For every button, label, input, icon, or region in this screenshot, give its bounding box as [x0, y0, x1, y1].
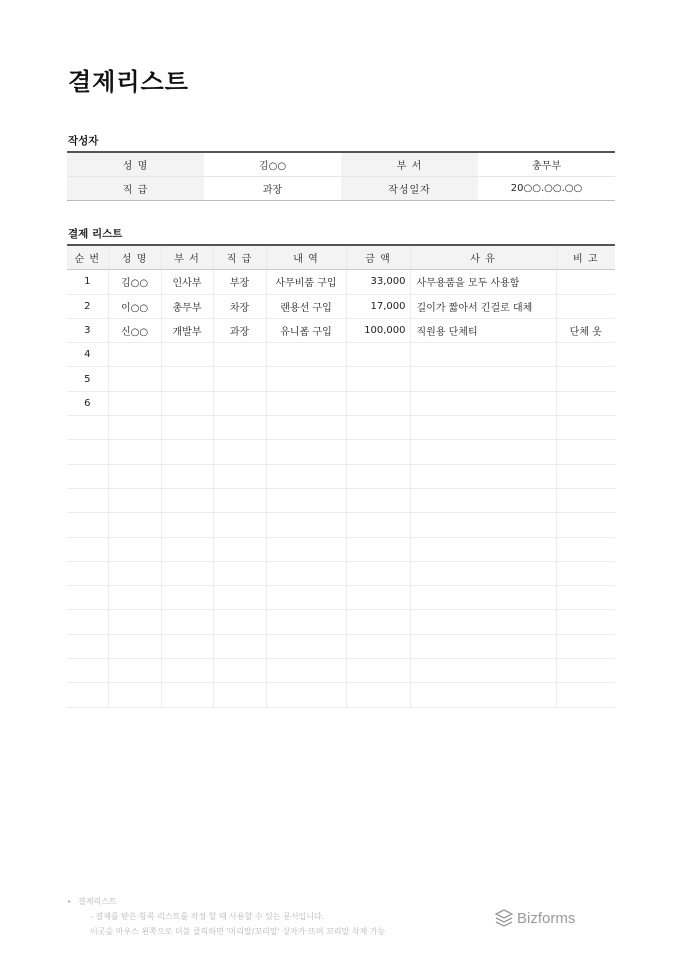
table-cell[interactable] [346, 586, 410, 610]
table-cell[interactable] [108, 659, 161, 683]
table-cell[interactable] [346, 343, 410, 367]
table-cell[interactable] [213, 610, 266, 634]
table-cell[interactable] [266, 610, 346, 634]
table-row [67, 416, 615, 440]
table-cell[interactable]: 길이가 짧아서 긴걸로 대체 [410, 294, 556, 318]
table-cell[interactable] [556, 488, 615, 512]
table-cell[interactable] [410, 586, 556, 610]
table-row [67, 537, 615, 561]
table-cell[interactable] [266, 391, 346, 415]
table-cell[interactable]: 총무부 [161, 294, 213, 318]
table-cell[interactable]: 과장 [213, 318, 266, 342]
table-cell[interactable] [213, 416, 266, 440]
table-cell[interactable] [213, 464, 266, 488]
footer-note [68, 894, 385, 939]
table-cell[interactable]: 6 [67, 391, 108, 415]
table-cell[interactable] [410, 659, 556, 683]
table-cell[interactable] [346, 561, 410, 585]
table-cell[interactable] [556, 343, 615, 367]
table-cell[interactable] [67, 659, 108, 683]
footer-line-2[interactable]: 이곳을 마우스 왼쪽으로 더블 클릭하면 '머리말/꼬리말' 상자가 뜨며 꼬리말 삭제 가능 [90, 927, 386, 936]
table-cell[interactable] [108, 367, 161, 391]
author-field-label: 작성일자 [341, 177, 478, 201]
table-cell[interactable] [410, 367, 556, 391]
table-cell[interactable] [556, 610, 615, 634]
table-row [67, 561, 615, 585]
table-cell[interactable]: 이○○ [108, 294, 161, 318]
table-cell[interactable] [213, 367, 266, 391]
table-cell[interactable]: 5 [67, 367, 108, 391]
table-cell[interactable] [346, 464, 410, 488]
column-header: 성 명 [108, 245, 161, 270]
table-cell[interactable]: 4 [67, 343, 108, 367]
table-cell[interactable] [213, 683, 266, 707]
table-cell[interactable] [556, 464, 615, 488]
table-row [67, 586, 615, 610]
table-cell[interactable]: 33,000 [346, 270, 410, 294]
table-cell[interactable] [346, 416, 410, 440]
table-cell[interactable] [556, 513, 615, 537]
table-cell[interactable]: 인사부 [161, 270, 213, 294]
table-cell[interactable]: 부장 [213, 270, 266, 294]
table-cell[interactable] [67, 634, 108, 658]
table-row [67, 464, 615, 488]
table-cell[interactable] [67, 488, 108, 512]
table-cell[interactable] [556, 683, 615, 707]
table-row [67, 634, 615, 658]
table-cell[interactable] [161, 440, 213, 464]
table-cell[interactable]: 100,000 [346, 318, 410, 342]
table-cell[interactable] [213, 391, 266, 415]
table-cell[interactable] [108, 683, 161, 707]
table-cell[interactable] [266, 440, 346, 464]
table-cell[interactable]: 단체 옷 [556, 318, 615, 342]
table-cell[interactable] [410, 634, 556, 658]
table-cell[interactable] [266, 464, 346, 488]
table-cell[interactable] [108, 464, 161, 488]
author-field-label: 직 급 [67, 177, 204, 201]
table-cell[interactable] [108, 391, 161, 415]
table-cell[interactable] [410, 464, 556, 488]
table-cell[interactable] [410, 343, 556, 367]
table-cell[interactable] [266, 537, 346, 561]
table-cell[interactable] [266, 513, 346, 537]
triangle-bullet-icon: ▸ [68, 898, 72, 905]
table-cell[interactable] [213, 634, 266, 658]
table-row [67, 391, 615, 415]
table-cell[interactable] [556, 561, 615, 585]
author-field-label: 부 서 [341, 152, 478, 177]
table-cell[interactable] [410, 488, 556, 512]
table-cell[interactable] [556, 440, 615, 464]
table-cell[interactable] [346, 537, 410, 561]
author-table [67, 151, 615, 201]
table-cell[interactable] [410, 561, 556, 585]
table-cell[interactable] [213, 343, 266, 367]
table-cell[interactable] [410, 683, 556, 707]
table-cell[interactable] [161, 367, 213, 391]
table-row [67, 367, 615, 391]
column-header: 내 역 [266, 245, 346, 270]
author-field-value: 총무부 [478, 152, 615, 177]
table-cell[interactable] [67, 683, 108, 707]
column-header: 금 액 [346, 245, 410, 270]
column-header: 사 유 [410, 245, 556, 270]
table-row [67, 343, 615, 367]
table-cell[interactable] [161, 537, 213, 561]
table-cell[interactable] [266, 488, 346, 512]
table-cell[interactable] [556, 367, 615, 391]
table-cell[interactable] [108, 343, 161, 367]
table-cell[interactable] [556, 294, 615, 318]
table-cell[interactable] [266, 634, 346, 658]
table-cell[interactable]: 사무용품을 모두 사용함 [410, 270, 556, 294]
table-cell[interactable] [346, 440, 410, 464]
table-cell[interactable] [161, 343, 213, 367]
table-cell[interactable] [213, 440, 266, 464]
table-cell[interactable] [556, 416, 615, 440]
table-cell[interactable] [161, 634, 213, 658]
table-cell[interactable] [67, 416, 108, 440]
payment-list-table [67, 244, 615, 708]
table-cell[interactable] [266, 683, 346, 707]
table-cell[interactable] [266, 343, 346, 367]
table-cell[interactable] [161, 659, 213, 683]
table-cell[interactable] [67, 464, 108, 488]
table-cell[interactable] [161, 683, 213, 707]
table-cell[interactable] [266, 586, 346, 610]
table-cell[interactable] [213, 537, 266, 561]
table-cell[interactable] [161, 416, 213, 440]
table-row [67, 318, 615, 342]
table-cell[interactable] [108, 488, 161, 512]
table-cell[interactable] [108, 561, 161, 585]
table-row [67, 440, 615, 464]
table-cell[interactable] [108, 440, 161, 464]
table-cell[interactable] [108, 610, 161, 634]
table-row [67, 610, 615, 634]
table-cell[interactable] [410, 610, 556, 634]
bizforms-logo-text: Bizforms [517, 909, 576, 927]
table-cell[interactable] [346, 488, 410, 512]
table-cell[interactable] [346, 683, 410, 707]
table-cell[interactable] [346, 367, 410, 391]
table-cell[interactable] [346, 513, 410, 537]
table-cell[interactable] [108, 537, 161, 561]
list-header-row [67, 245, 615, 270]
table-cell[interactable] [67, 513, 108, 537]
table-cell[interactable] [108, 634, 161, 658]
table-cell[interactable] [161, 610, 213, 634]
table-cell[interactable] [161, 586, 213, 610]
table-cell[interactable] [67, 586, 108, 610]
table-cell[interactable] [213, 488, 266, 512]
table-cell[interactable] [410, 391, 556, 415]
table-cell[interactable] [108, 586, 161, 610]
table-cell[interactable] [67, 610, 108, 634]
table-cell[interactable] [161, 464, 213, 488]
author-row [67, 177, 615, 201]
table-cell[interactable] [346, 634, 410, 658]
table-row [67, 513, 615, 537]
column-header: 비 고 [556, 245, 615, 270]
table-cell[interactable] [266, 561, 346, 585]
table-cell[interactable] [346, 610, 410, 634]
table-cell[interactable] [108, 416, 161, 440]
table-cell[interactable] [346, 659, 410, 683]
table-cell[interactable] [410, 537, 556, 561]
table-cell[interactable]: 사무비품 구입 [266, 270, 346, 294]
table-cell[interactable] [556, 586, 615, 610]
table-cell[interactable] [213, 513, 266, 537]
table-cell[interactable] [556, 634, 615, 658]
table-row [67, 488, 615, 512]
column-header: 부 서 [161, 245, 213, 270]
footer-line-1: - 결제를 받은 항목 리스트를 작성 할 때 사용할 수 있는 문서입니다. [90, 912, 325, 921]
bizforms-logo-icon [495, 909, 513, 927]
table-cell[interactable] [108, 513, 161, 537]
table-cell[interactable] [556, 659, 615, 683]
table-cell[interactable]: 직원용 단체티 [410, 318, 556, 342]
page-title: 결제리스트 [68, 68, 189, 96]
table-cell[interactable]: 랜용선 구입 [266, 294, 346, 318]
author-field-label: 성 명 [67, 152, 204, 177]
table-row [67, 270, 615, 294]
table-cell[interactable] [161, 513, 213, 537]
list-section-label: 결제 리스트 [68, 228, 123, 240]
author-field-value: 과장 [262, 185, 283, 196]
table-cell[interactable] [410, 416, 556, 440]
table-cell[interactable]: 신○○ [108, 318, 161, 342]
table-cell[interactable] [67, 440, 108, 464]
table-cell[interactable]: 1 [67, 270, 108, 294]
table-cell[interactable]: 김○○ [108, 270, 161, 294]
table-cell[interactable] [556, 270, 615, 294]
author-field-value: 김○○ [204, 152, 341, 177]
author-row [67, 152, 615, 177]
table-cell[interactable]: 3 [67, 318, 108, 342]
table-cell[interactable] [266, 659, 346, 683]
table-cell[interactable]: 개발부 [161, 318, 213, 342]
author-field-value: 20○○.○○.○○ [510, 183, 583, 194]
table-cell[interactable] [213, 561, 266, 585]
table-cell[interactable] [410, 513, 556, 537]
table-cell[interactable]: 17,000 [346, 294, 410, 318]
table-row [67, 294, 615, 318]
table-cell[interactable] [67, 537, 108, 561]
table-cell[interactable] [556, 391, 615, 415]
table-cell[interactable] [556, 537, 615, 561]
footer-heading: 결제리스트 [78, 897, 117, 906]
table-cell[interactable] [161, 488, 213, 512]
column-header: 직 급 [213, 245, 266, 270]
table-cell[interactable] [266, 416, 346, 440]
table-cell[interactable] [213, 659, 266, 683]
table-cell[interactable]: 2 [67, 294, 108, 318]
table-cell[interactable] [346, 391, 410, 415]
bizforms-logo [495, 909, 575, 927]
table-cell[interactable] [213, 586, 266, 610]
table-row [67, 659, 615, 683]
table-cell[interactable]: 유니폼 구입 [266, 318, 346, 342]
table-cell[interactable]: 차장 [213, 294, 266, 318]
author-section-label: 작성자 [68, 135, 99, 147]
table-cell[interactable] [161, 391, 213, 415]
table-cell[interactable] [161, 561, 213, 585]
table-cell[interactable] [266, 367, 346, 391]
table-cell[interactable] [410, 440, 556, 464]
column-header: 순 번 [67, 245, 108, 270]
table-row [67, 683, 615, 707]
table-cell[interactable] [67, 561, 108, 585]
